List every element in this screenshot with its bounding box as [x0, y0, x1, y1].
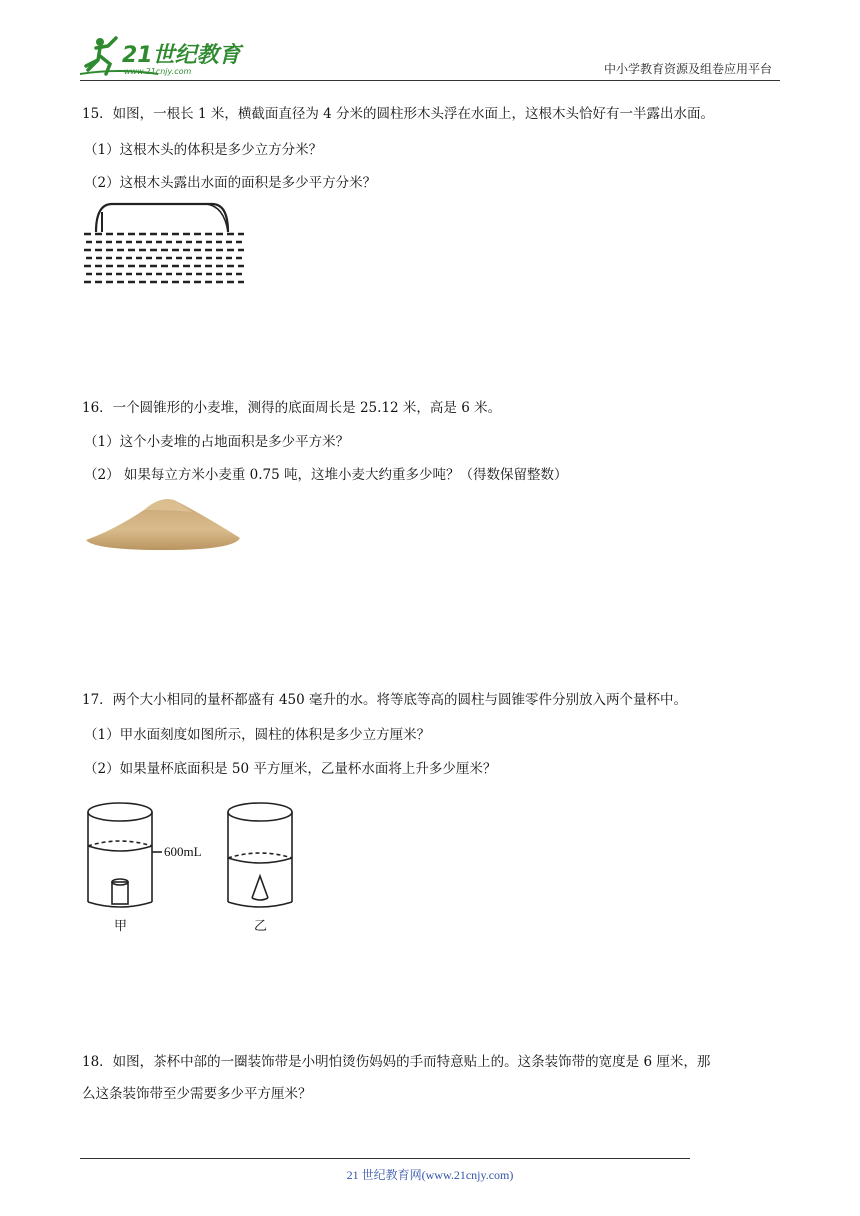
platform-title: 中小学教育资源及组卷应用平台 [603, 62, 772, 76]
measuring-cups-figure [82, 798, 312, 938]
cup-mark-label: 600mL [164, 844, 202, 859]
question-16-part-1: （1）这个小麦堆的占地面积是多少平方米？ [84, 434, 350, 450]
question-17-part-1: （1）甲水面刻度如图所示，圆柱的体积是多少立方厘米？ [84, 727, 431, 743]
site-logo [78, 30, 248, 80]
question-15-part-2: （2）这根木头露出水面的面积是多少平方分米？ [84, 175, 377, 191]
cup-jia [88, 803, 162, 907]
question-15-stem: 15．如图，一根长 1 米，横截面直径为 4 分米的圆柱形木头浮在水面上，这根木头恰好有一半露出水面。 [82, 106, 715, 122]
cup-yi [228, 803, 292, 907]
cup-jia-label: 甲 [114, 919, 128, 934]
footer-divider [80, 1158, 690, 1159]
floating-log-figure [82, 198, 247, 290]
footer-text: 21 世纪教育网(www.21cnjy.com) [346, 1168, 514, 1182]
question-16-stem: 16．一个圆锥形的小麦堆，测得的底面周长是 25.12 米，高是 6 米。 [82, 400, 502, 416]
header-divider [80, 80, 780, 81]
logo-title: 21世纪教育 [122, 43, 241, 68]
question-15-part-1: （1）这根木头的体积是多少立方分米？ [84, 142, 323, 158]
question-18-stem-line-1: 18．如图，茶杯中部的一圈装饰带是小明怕烫伤妈妈的手而特意贴上的。这条装饰带的宽度是 6 厘米，那 [82, 1054, 711, 1070]
question-16-part-2: （2） 如果每立方米小麦重 0.75 吨，这堆小麦大约重多少吨？（得数保留整数） [84, 467, 568, 483]
question-18-stem-line-2: 么这条装饰带至少需要多少平方厘米？ [82, 1086, 312, 1102]
wheat-pile-figure [84, 490, 244, 554]
question-17-stem: 17．两个大小相同的量杯都盛有 450 毫升的水。将等底等高的圆柱与圆锥零件分别放入两个量杯中。 [82, 692, 688, 708]
logo-url: www.21cnjy.com [124, 67, 192, 76]
cup-yi-label: 乙 [254, 919, 268, 934]
question-17-part-2: （2）如果量杯底面积是 50 平方厘米，乙量杯水面将上升多少厘米？ [84, 761, 497, 777]
